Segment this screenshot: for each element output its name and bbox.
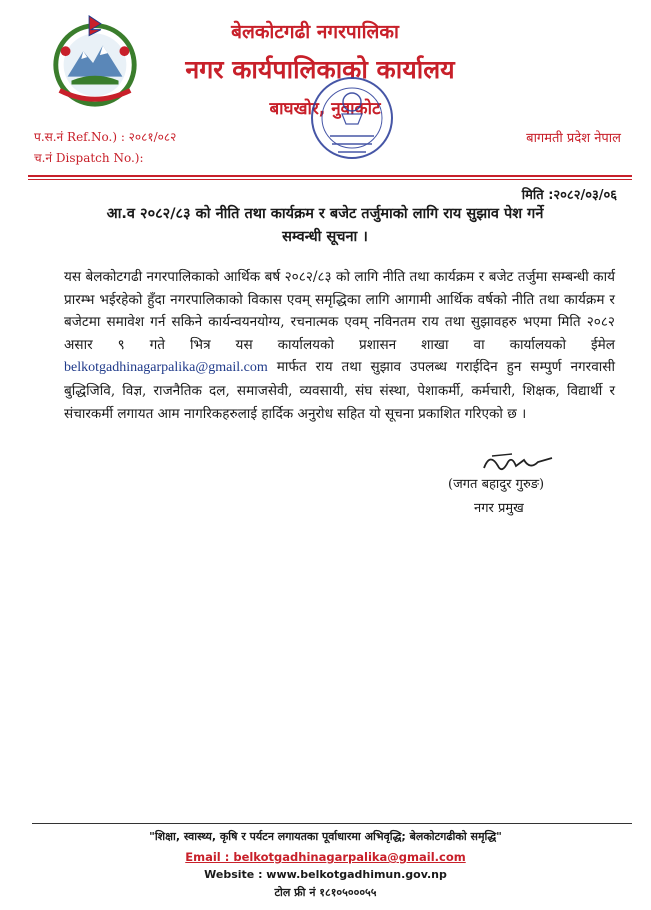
office-name: नगर कार्यपालिकाको कार्यालय <box>185 55 455 84</box>
province-label: बागमती प्रदेश नेपाल <box>526 131 621 146</box>
signer-designation: नगर प्रमुख <box>474 501 524 516</box>
footer-tollfree: टोल फ्री नं १८१०५०००५५ <box>274 886 377 899</box>
signer-name: (जगत बहादुर गुरुङ) <box>448 477 545 492</box>
nepal-emblem-icon <box>46 12 144 110</box>
office-location: बाघखोर, नुवाकोट <box>269 99 381 119</box>
notice-subject <box>40 203 610 249</box>
header-divider <box>28 175 632 177</box>
header-divider-thin <box>28 179 632 180</box>
notice-body <box>64 266 615 425</box>
email-link[interactable]: belkotgadhinagarpalika@gmail.com <box>64 360 268 376</box>
footer-slogan: "शिक्षा, स्वास्थ्य, कृषि र पर्यटन लगायतका पूर्वाधारमा अभिवृद्धि; बेलकोटगढीको समृद्धि" <box>149 830 502 843</box>
body-text-part-1: यस बेलकोटगढी नगरपालिकाको आर्थिक बर्ष २०८२/८३ को लागि नीति तथा कार्यक्रम र बजेट तर्जुमा सम्बन्धी कार्य प्रारम्भ भईरहेको हुँदा नगरपालिकाको विकास एवम् समृद्धिका लागि आगामी आर्थिक वर्षको नीति तथा कार्यक्रम र बजेटमा समावेश गर्न सकिने कार्यन्वयनयोग्य, रचनात्मक एवम् नविनतम राय तथा सुझावहरु भएमा मिति २०८२ असार ९ गते भित्र यस कार्यालयको प्रशासन शाखा वा कार्यालयको ईमेल <box>64 269 615 353</box>
municipality-name: बेलकोटगढी नगरपालिका <box>231 21 399 43</box>
dispatch-number: च.नं Dispatch No.): <box>34 151 144 165</box>
reference-number: प.स.नं Ref.No.) : २०८१/०८२ <box>34 130 177 144</box>
official-stamp-icon <box>292 58 412 178</box>
notice-date: मिति :२०८२/०३/०६ <box>521 188 617 203</box>
subject-line-1: आ.व २०८२/८३ को नीति तथा कार्यक्रम र बजेट तर्जुमाको लागि राय सुझाव पेश गर्ने <box>106 206 544 222</box>
footer-divider <box>32 823 632 824</box>
body-text-part-2: मार्फत राय तथा सुझाव उपलब्ध गराईदिन हुन सम्पुर्ण नगरवासी बुद्धिजिवि, विज्ञ, राजनैतिक दल, समाजसेवी, व्यवसायी, संघ संस्था, पेशाकर्मी, कर्मचारी, शिक्षक, विद्यार्थी र संचारकर्मी लगायत आम नागरिकहरुलाई हार्दिक अनुरोध सहित यो सूचना प्रकाशित गरिएको छ । <box>64 359 616 422</box>
footer-website-link[interactable]: Website : www.belkotgadhimun.gov.np <box>204 868 447 881</box>
footer-email-link[interactable]: Email : belkotgadhinagarpalika@gmail.com <box>185 850 466 864</box>
subject-line-2: सम्वन्धी सूचना । <box>282 229 368 245</box>
